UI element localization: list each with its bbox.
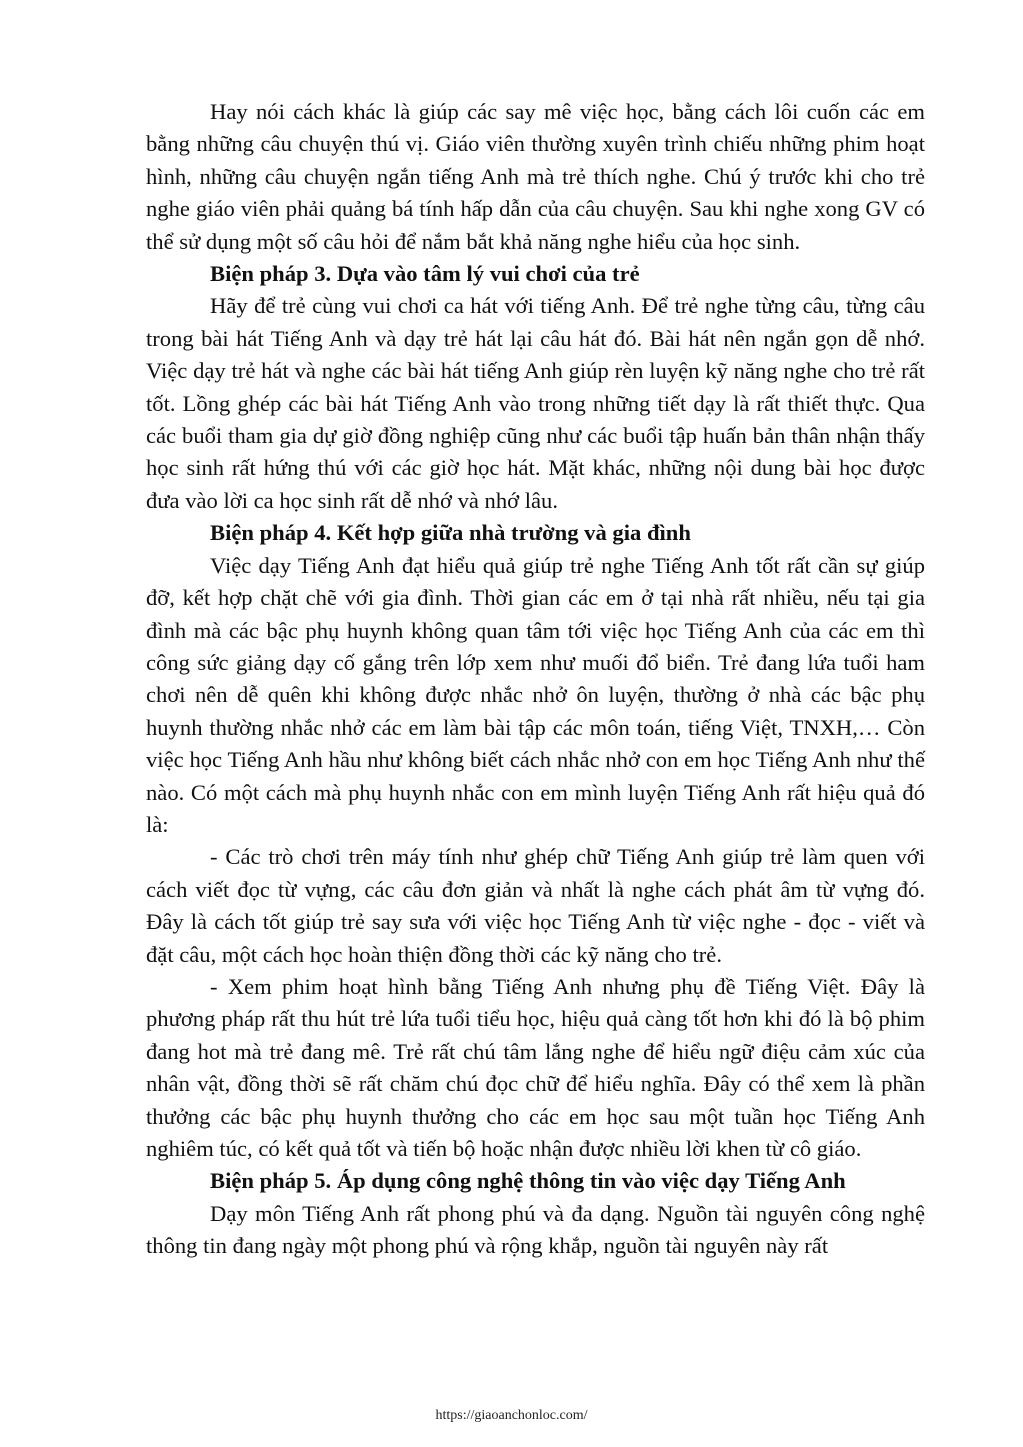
paragraph-bien-phap-3: Hãy để trẻ cùng vui chơi ca hát với tiếng Anh. Để trẻ nghe từng câu, từng câu trong bài hát Tiếng Anh và dạy trẻ hát lại câu hát đó. Bài hát nên ngắn gọn dễ nhớ. Việc dạy trẻ hát và nghe các bài hát tiếng Anh giúp rèn luyện kỹ năng nghe cho trẻ rất tốt. Lồng ghép các bài hát Tiếng Anh vào trong những tiết dạy là rất thiết thực. Qua các buổi tham gia dự giờ đồng nghiệp cũng như các buổi tập huấn bản thân nhận thấy học sinh rất hứng thú với các giờ học hát. Mặt khác, những nội dung bài học được đưa vào lời ca học sinh rất dễ nhớ và nhớ lâu.: [146, 293, 925, 513]
paragraph-computer-games: - Các trò chơi trên máy tính như ghép chữ Tiếng Anh giúp trẻ làm quen với cách viết đọc từ vựng, các câu đơn giản và nhất là nghe cách phát âm từ vựng đó. Đây là cách tốt giúp trẻ say sưa với việc học Tiếng Anh từ việc nghe - đọc - viết và đặt câu, một cách học hoàn thiện đồng thời các kỹ năng cho trẻ.: [146, 844, 925, 967]
heading-bien-phap-4: Biện pháp 4. Kết hợp giữa nhà trường và gia đình: [210, 520, 691, 546]
document-page: [146, 96, 925, 1263]
heading-bien-phap-5: Biện pháp 5. Áp dụng công nghệ thông tin vào việc dạy Tiếng Anh: [210, 1168, 846, 1194]
heading-bien-phap-3: Biện pháp 3. Dựa vào tâm lý vui chơi của trẻ: [210, 261, 640, 287]
paragraph-bien-phap-5: Dạy môn Tiếng Anh rất phong phú và đa dạng. Nguồn tài nguyên công nghệ thông tin đang ngày một phong phú và rộng khắp, nguồn tài nguyên này rất: [146, 1200, 925, 1259]
paragraph-bien-phap-4: Việc dạy Tiếng Anh đạt hiểu quả giúp trẻ nghe Tiếng Anh tốt rất cần sự giúp đỡ, kết hợp chặt chẽ với gia đình. Thời gian các em ở tại nhà rất nhiều, nếu tại gia đình mà các bậc phụ huynh không quan tâm tới việc học Tiếng Anh của các em thì công sức giảng dạy cố gắng trên lớp xem như muối đổ biển. Trẻ đang lứa tuổi ham chơi nên dễ quên khi không được nhắc nhở ôn luyện, thường ở nhà các bậc phụ huynh thường nhắc nhở các em làm bài tập các môn toán, tiếng Việt, TNXH,… Còn việc học Tiếng Anh hầu như không biết cách nhắc nhở con em học Tiếng Anh như thế nào. Có một cách mà phụ huynh nhắc con em mình luyện Tiếng Anh rất hiệu quả đó là:: [146, 552, 925, 837]
footer-url[interactable]: https://giaoanchonloc.com/: [435, 1408, 588, 1423]
paragraph-cartoons: - Xem phim hoạt hình bằng Tiếng Anh nhưng phụ đề Tiếng Việt. Đây là phương pháp rất thu hút trẻ lứa tuổi tiểu học, hiệu quả càng tốt hơn khi đó là bộ phim đang hot mà trẻ đang mê. Trẻ rất chú tâm lắng nghe để hiểu ngữ điệu cảm xúc của nhân vật, đồng thời sẽ rất chăm chú đọc chữ để hiểu nghĩa. Đây có thể xem là phần thưởng các bậc phụ huynh thưởng cho các em học sau một tuần học Tiếng Anh nghiêm túc, có kết quả tốt và tiến bộ hoặc nhận được nhiều lời khen từ cô giáo.: [146, 973, 925, 1161]
paragraph-intro: Hay nói cách khác là giúp các say mê việc học, bằng cách lôi cuốn các em bằng những câu chuyện thú vị. Giáo viên thường xuyên trình chiếu những phim hoạt hình, những câu chuyện ngắn tiếng Anh mà trẻ thích nghe. Chú ý trước khi cho trẻ nghe giáo viên phải quảng bá tính hấp dẫn của câu chuyện. Sau khi nghe xong GV có thể sử dụng một số câu hỏi để nắm bắt khả năng nghe hiểu của học sinh.: [146, 99, 925, 254]
